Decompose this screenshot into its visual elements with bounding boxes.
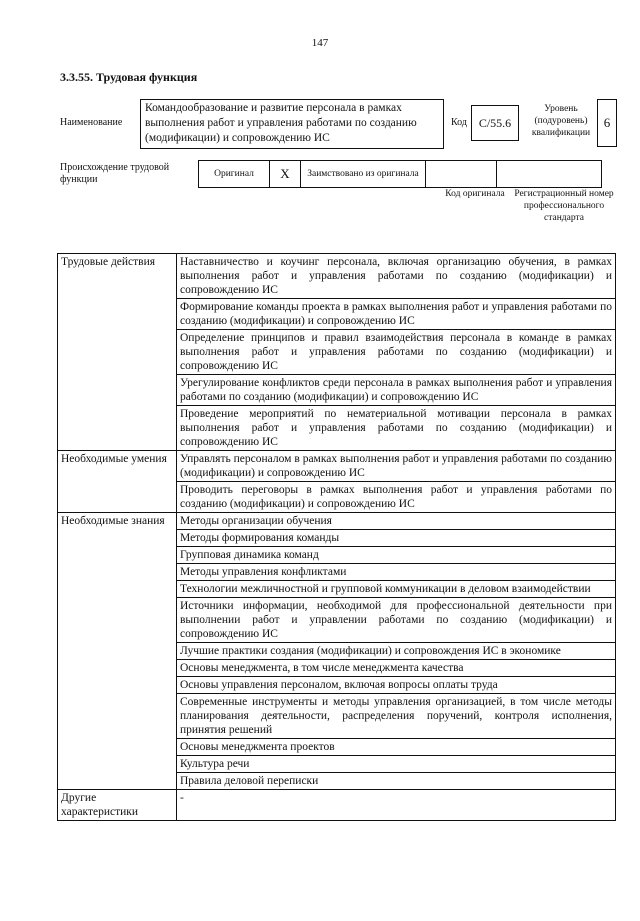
section-item: Методы формирования команды	[177, 530, 616, 547]
origin-table	[198, 160, 602, 188]
function-details-table	[57, 253, 616, 821]
section-item: Методы управления конфликтами	[177, 564, 616, 581]
section-item: Формирование команды проекта в рамках выполнения работ и управления работами по созданию (модификации) и сопровождению ИС	[177, 299, 616, 330]
section-item: Правила деловой переписки	[177, 773, 616, 790]
code-value: C/55.6	[471, 105, 519, 141]
name-label: Наименование	[60, 117, 123, 128]
code-original-label: Код оригинала	[445, 189, 505, 199]
origin-reg-cell	[497, 161, 602, 188]
name-value: Командообразование и развитие персонала в рамках выполнения работ и управления работами по созданию (модификации) и сопровождению ИС	[140, 99, 444, 149]
code-label: Код	[451, 117, 467, 128]
table-row	[58, 513, 616, 530]
origin-original: Оригинал	[199, 161, 270, 188]
section-item: Культура речи	[177, 756, 616, 773]
section-item: Технологии межличностной и групповой коммуникации в деловом взаимодействии	[177, 581, 616, 598]
reg-number-label: Регистрационный номер профессионального стандарта	[514, 189, 614, 223]
section-item: Методы организации обучения	[177, 513, 616, 530]
section-item: Групповая динамика команд	[177, 547, 616, 564]
section-heading: 3.3.55. Трудовая функция	[60, 70, 198, 84]
origin-borrowed: Заимствовано из оригинала	[301, 161, 426, 188]
origin-mark: X	[270, 161, 301, 188]
section-item: Современные инструменты и методы управления организацией, в том числе методы планирования деятельности, распределения поручений, контроля исполнения, принятия решений	[177, 694, 616, 739]
section-item: Основы менеджмента проектов	[177, 739, 616, 756]
section-item: Управлять персоналом в рамках выполнения работ и управления работами по созданию (модификации) и сопровождению ИС	[177, 451, 616, 482]
section-item: Наставничество и коучинг персонала, включая организацию обучения, в рамках выполнения работ и управления работами по созданию (модификации) и сопровождению ИС	[177, 254, 616, 299]
section-item: Урегулирование конфликтов среди персонала в рамках выполнения работ и управления работами по созданию (модификации) и сопровождению ИС	[177, 375, 616, 406]
table-row	[58, 451, 616, 482]
section-title: Другие характеристики	[58, 790, 177, 821]
table-row	[58, 254, 616, 299]
section-item: Лучшие практики создания (модификации) и сопровождения ИС в экономике	[177, 643, 616, 660]
section-title: Трудовые действия	[58, 254, 177, 451]
section-item: Проведение мероприятий по нематериальной мотивации персонала в рамках выполнения работ и управления работами по созданию (модификации) и сопровождению ИС	[177, 406, 616, 451]
section-item: Проводить переговоры в рамках выполнения работ и управления работами по созданию (модификации) и сопровождению ИС	[177, 482, 616, 513]
section-item: Основы менеджмента, в том числе менеджмента качества	[177, 660, 616, 677]
section-item: Определение принципов и правил взаимодействия персонала в команде в рамках выполнения работ и управления работами по созданию (модификации) и сопровождению ИС	[177, 330, 616, 375]
section-item: -	[177, 790, 616, 821]
page-number: 147	[311, 37, 329, 49]
section-title: Необходимые умения	[58, 451, 177, 513]
section-item: Источники информации, необходимой для профессиональной деятельности при выполнении работ и управлении работами по созданию (модификации) и сопровождению ИС	[177, 598, 616, 643]
table-row	[58, 790, 616, 821]
section-title: Необходимые знания	[58, 513, 177, 790]
level-label: Уровень (подуровень) квалификации	[531, 104, 591, 138]
section-item: Основы управления персоналом, включая вопросы оплаты труда	[177, 677, 616, 694]
origin-code-cell	[426, 161, 497, 188]
origin-label: Происхождение трудовой функции	[60, 162, 170, 185]
level-value: 6	[597, 99, 617, 147]
